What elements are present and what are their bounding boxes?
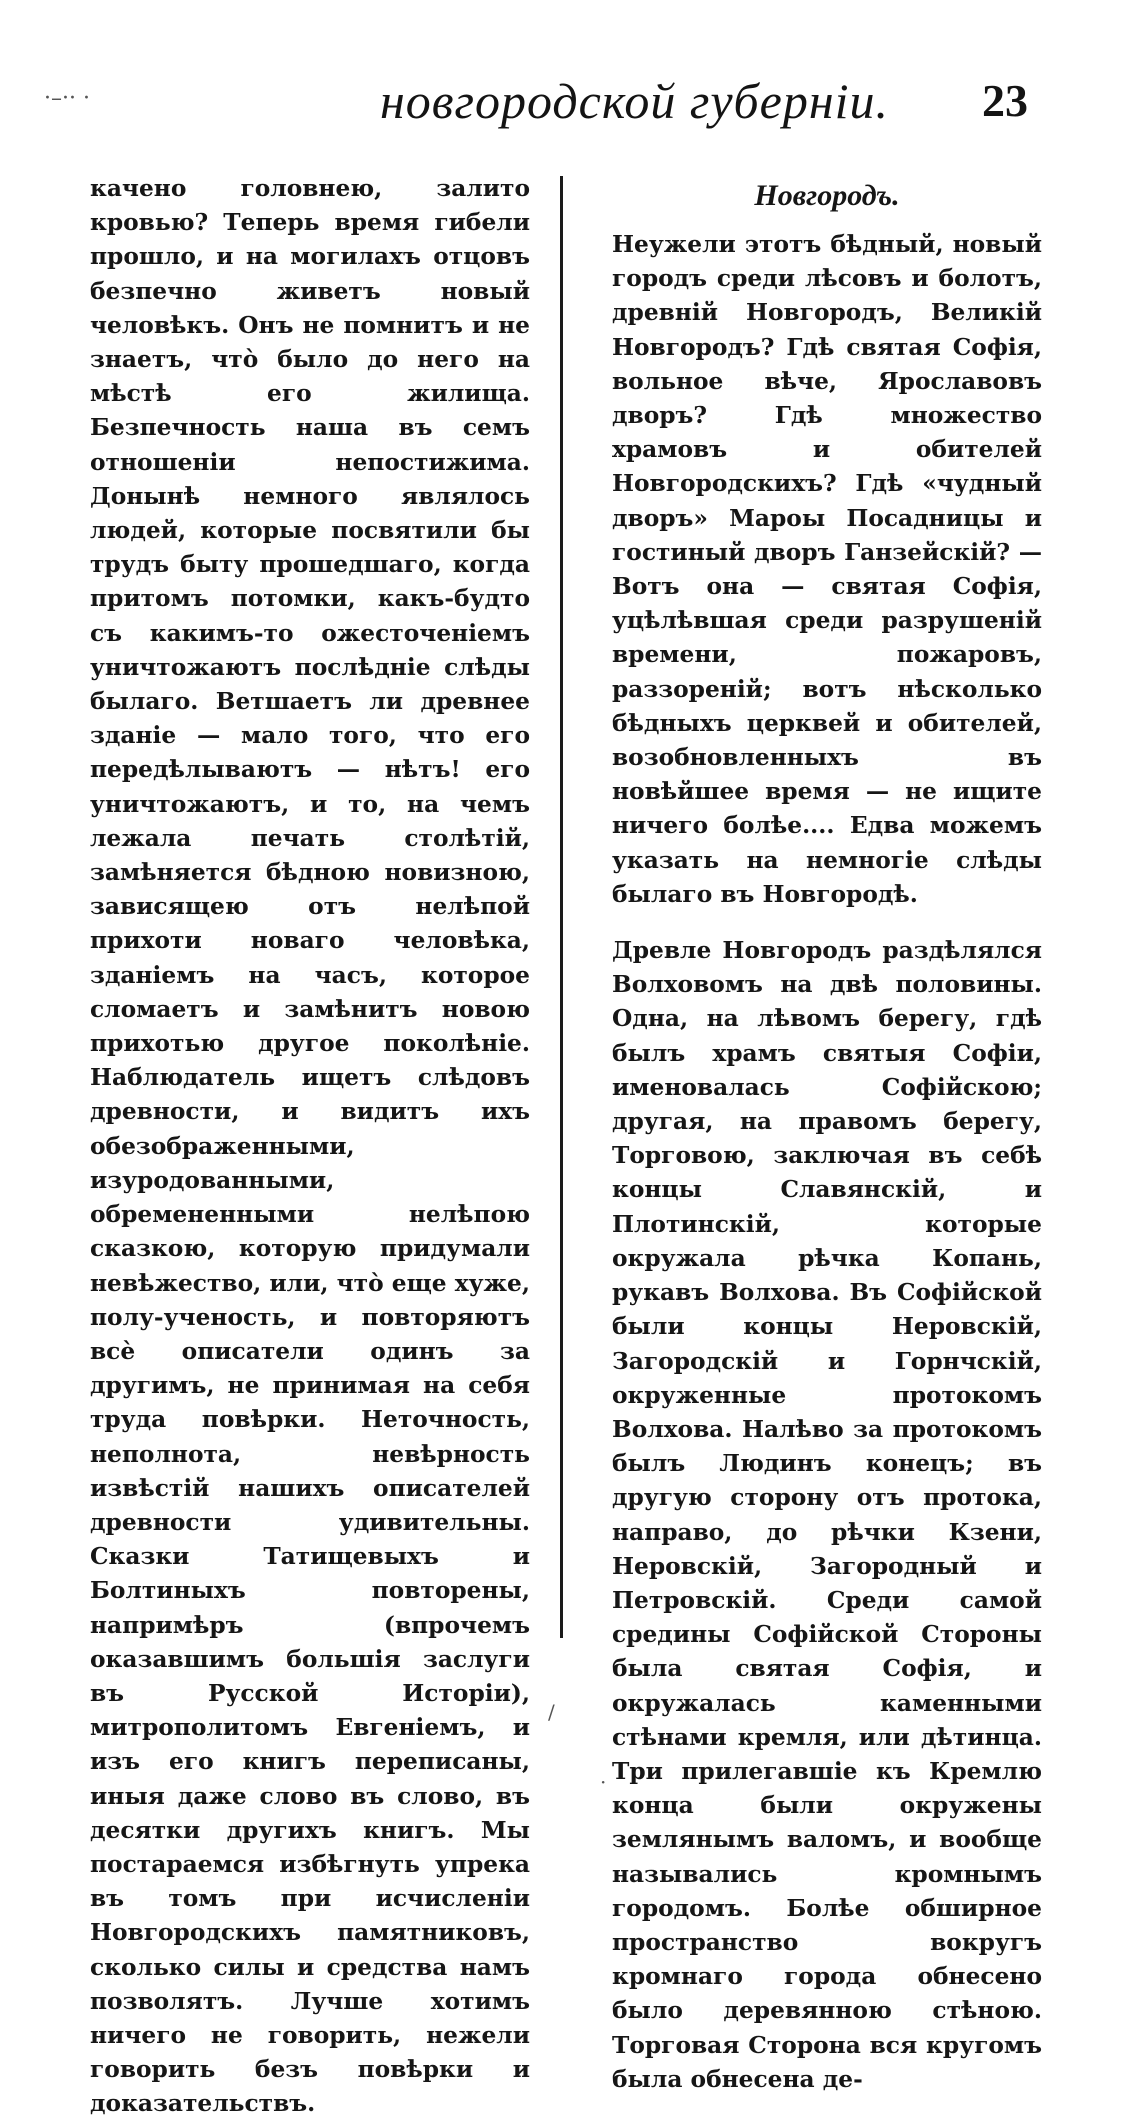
right-paragraph-1: Неужели этотъ бѣдный, новый городъ среди лѣсовъ и болотъ, древній Новгородъ, Великій Новгородъ? Гдѣ святая Софія, вольное вѣче, Ярославовъ дворъ? Гдѣ множество храмовъ и обителей Новгородскихъ? Гдѣ «чудный дворъ» Мароы Посадницы и гостиный дворъ Ганзейскій? — Вотъ она — святая Софія, уцѣлѣвшая среди разрушеній времени, пожаровъ, раззореній; вотъ нѣсколько бѣдныхъ церквей и обителей, возобновленныхъ въ новѣйшее время — не ищите ничего болѣе.... Едва можемъ указать на немногіе слѣды былаго въ Новгородѣ. xyxy=(612,231,1042,908)
section-title: Новгородъ. xyxy=(754,179,900,212)
page-number: 23 xyxy=(982,75,1028,126)
right-column xyxy=(612,176,1042,2097)
paper-speck: / xyxy=(548,1700,555,1724)
left-column xyxy=(90,172,530,2122)
right-paragraph-2: Древле Новгородъ раздѣлялся Волховомъ на двѣ половины. Одна, на лѣвомъ берегу, гдѣ былъ храмъ святыя Софіи, именовалась Софійскою; другая, на правомъ берегу, Торговою, заключая въ себѣ концы Славянскій, и Плотинскій, которые окружала рѣчка Копань, рукавъ Волхова. Въ Софійской были концы Неровскій, Загородскій и Горнчскій, окруженные протокомъ Волхова. Налѣво за протокомъ былъ Людинъ конецъ; въ другую сторону отъ протока, направо, до рѣчки Кзени, Неровскій, Загородный и Петровскій. Среди самой средины Софійской Стороны была святая Софія, и окружалась каменными стѣнами кремля, или дѣтинца. Три прилегавшіе къ Кремлю конца были окружены землянымъ валомъ, и вообще назывались кромнымъ городомъ. Болѣе обширное пространство вокругъ кромнаго города обнесено было деревянною стѣною. Торговая Сторона вся кругомъ была обнесена де- xyxy=(612,937,1042,2093)
column-divider xyxy=(560,176,563,1638)
paper-speck: · xyxy=(600,1770,607,1794)
running-title: новгородской губерніи. xyxy=(380,73,890,129)
printer-mark: ·–·· · xyxy=(44,86,90,111)
left-column-text: качено головнею, залито кровью? Теперь время гибели прошло, и на могилахъ отцовъ безпечно живетъ новый человѣкъ. Онъ не помнитъ и не знаетъ, что̀ было до него на мѣстѣ его жилища. Безпечность наша въ семъ отношеніи непостижима. Донынѣ немного являлось людей, которые посвятили бы трудъ быту прошедшаго, когда притомъ потомки, какъ-будто съ какимъ-то ожесточеніемъ уничтожаютъ послѣдніе слѣды былаго. Ветшаетъ ли древнее зданіе — мало того, что его передѣлываютъ — нѣтъ! его уничтожаютъ, и то, на чемъ лежала печать столѣтій, замѣняется бѣдною новизною, зависящею отъ нелѣпой прихоти новаго человѣка, зданіемъ на часъ, которое сломаетъ и замѣнитъ новою прихотью другое поколѣніе. Наблюдатель ищетъ слѣдовъ древности, и видитъ ихъ обезображенными, изуродованными, обремененными нелѣпою сказкою, которую придумали невѣжество, или, что̀ еще хуже, полу-ученость, и повторяютъ всѐ описатели одинъ за другимъ, не принимая на себя труда повѣрки. Неточность, неполнота, невѣрность извѣстій нашихъ описателей древности удивительны. Сказки Татищевыхъ и Болтиныхъ повторены, напримѣръ (впрочемъ оказавшимъ большія заслуги въ Русской Исторіи), митрополитомъ Евгеніемъ, и изъ его книгъ переписаны, иныя даже слово въ слово, въ десятки другихъ книгъ. Мы постараемся избѣгнуть упрека въ томъ при исчисленіи Новгородскихъ памятниковъ, сколько силы и средства намъ позволятъ. Лучше хотимъ ничего не говорить, нежели говорить безъ повѣрки и доказательствъ. xyxy=(90,175,530,2118)
